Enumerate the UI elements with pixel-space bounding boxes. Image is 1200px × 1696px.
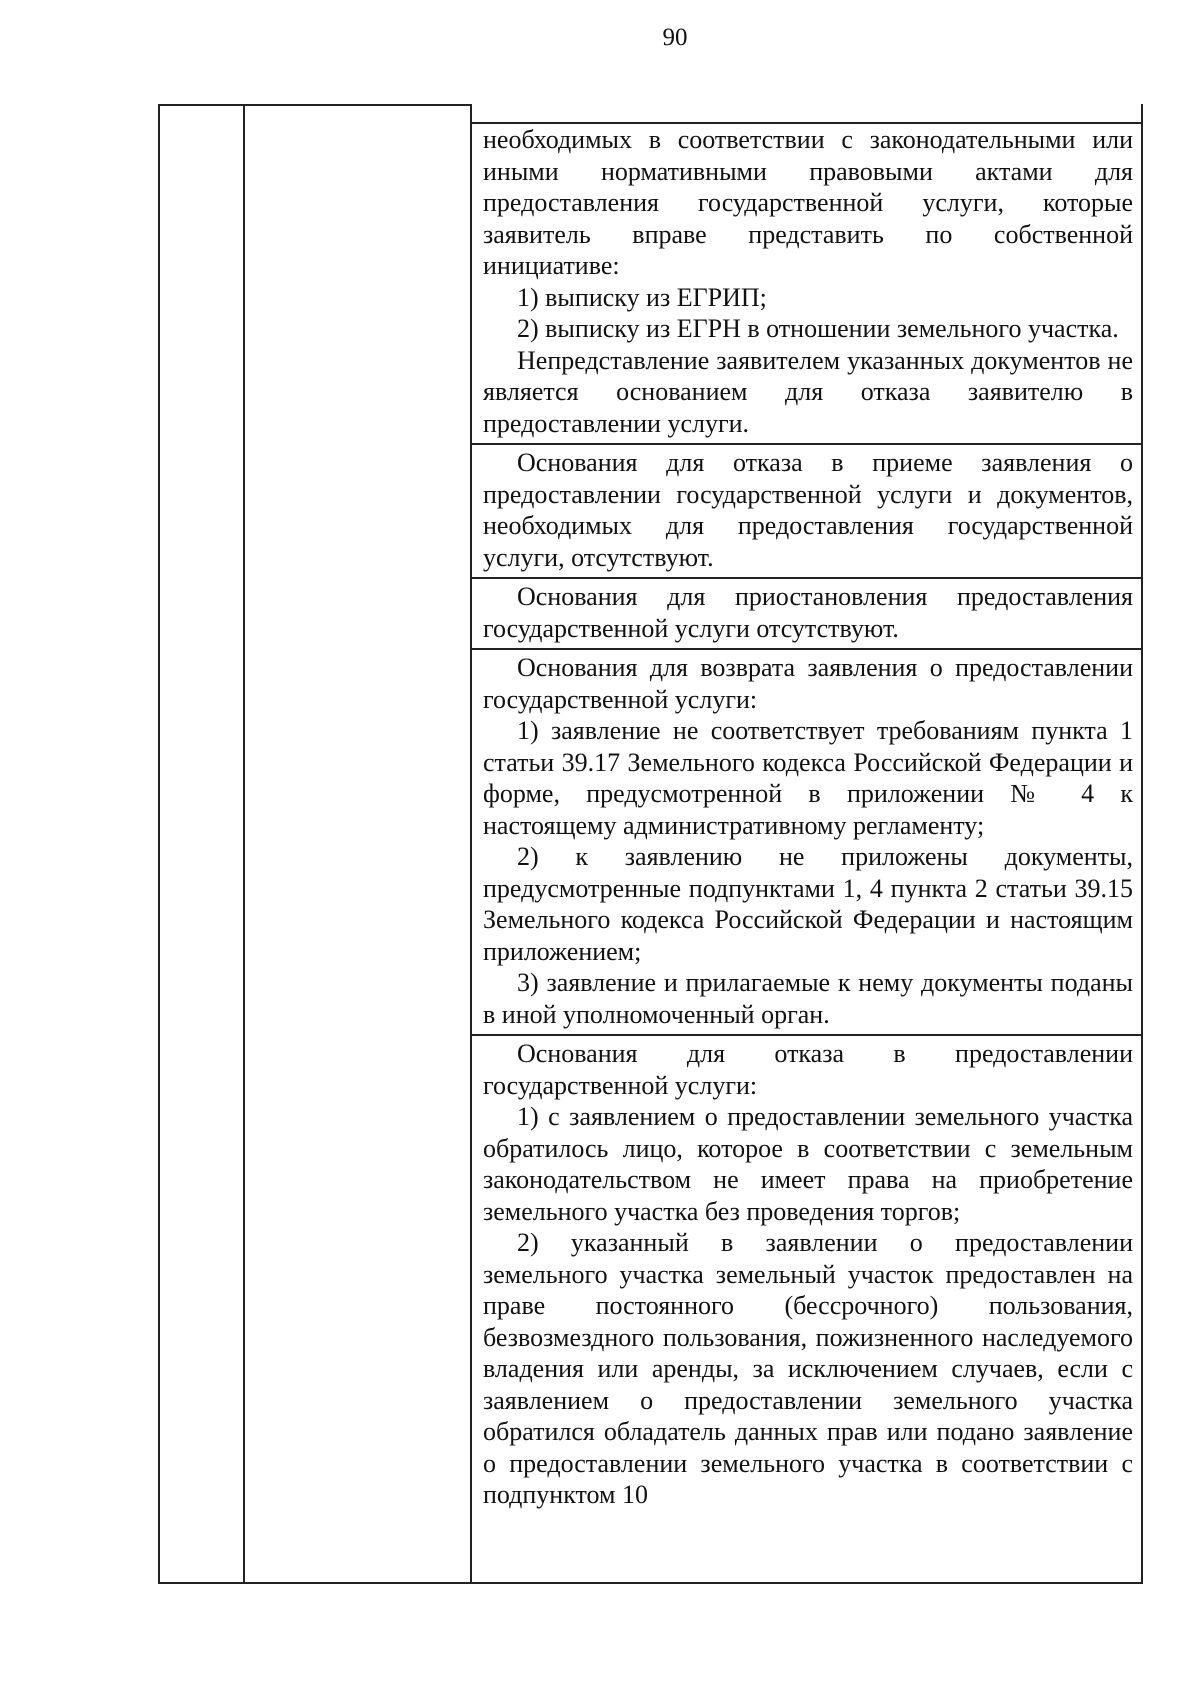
cell-paragraph: 1) с заявлением о предоставлении земельного участка обратилось лицо, которое в соответствии с земельным законодательством не имеет права на приобретение земельного участка без проведения торгов;: [483, 1102, 1133, 1226]
table-cell: [471, 577, 1141, 648]
table-border-right: [1141, 104, 1143, 1584]
cell-paragraph: Основания для приостановления предоставления государственной услуги отсутствуют.: [483, 582, 1133, 643]
regulation-table: [158, 104, 1143, 1584]
cell-paragraph: Основания для возврата заявления о предоставлении государственной услуги:: [483, 653, 1133, 714]
cell-paragraph: 2) выписку из ЕГРН в отношении земельного участка.: [517, 314, 1119, 343]
table-border-left: [158, 104, 160, 1584]
table-cell: [471, 1034, 1141, 1515]
cell-paragraph: 1) заявление не соответствует требованиям пункта 1 статьи 39.17 Земельного кодекса Российской Федерации и форме, предусмотренной в приложении № 4 к настоящему административному регламенту;: [483, 716, 1133, 840]
cell-paragraph: 1) выписку из ЕГРИП;: [517, 282, 767, 312]
cell-paragraph: Основания для отказа в предоставлении государственной услуги:: [483, 1039, 1133, 1100]
table-content-column: [471, 122, 1141, 1515]
table-cell: [471, 122, 1141, 443]
cell-paragraph: Непредставление заявителем указанных документов не является основанием для отказа заявителю в предоставлении услуги.: [483, 345, 1133, 438]
cell-paragraph: 2) указанный в заявлении о предоставлении земельного участка земельный участок предоставлен на праве постоянного (бессрочного) пользования, безвозмездного пользования, пожизненного наследуемого владения или аренды, за исключением случаев, если с заявлением о предоставлении земельного участка обратился обладатель данных прав или подано заявление о предоставлении земельного участка в соответствии с подпунктом 10: [483, 1228, 1133, 1509]
table-column-divider-1: [243, 104, 245, 1584]
table-cell: [471, 443, 1141, 577]
cell-paragraph: 2) к заявлению не приложены документы, предусмотренные подпунктами 1, 4 пункта 2 статьи 39.15 Земельного кодекса Российской Федерации и настоящим приложением;: [483, 842, 1133, 966]
table-top-border: [158, 104, 470, 106]
page-number: 90: [662, 24, 688, 51]
table-cell: [471, 648, 1141, 1034]
cell-paragraph: Основания для отказа в приеме заявления о предоставлении государственной услуги и документов, необходимых для предоставления государственной услуги, отсутствуют.: [483, 448, 1133, 572]
table-bottom-border: [158, 1582, 1143, 1584]
cell-paragraph: необходимых в соответствии с законодательными или иными нормативными правовыми актами для предоставления государственной услуги, которые заявитель вправе представить по собственной инициативе:: [483, 125, 1133, 280]
cell-paragraph: 3) заявление и прилагаемые к нему документы поданы в иной уполномоченный орган.: [483, 968, 1133, 1029]
